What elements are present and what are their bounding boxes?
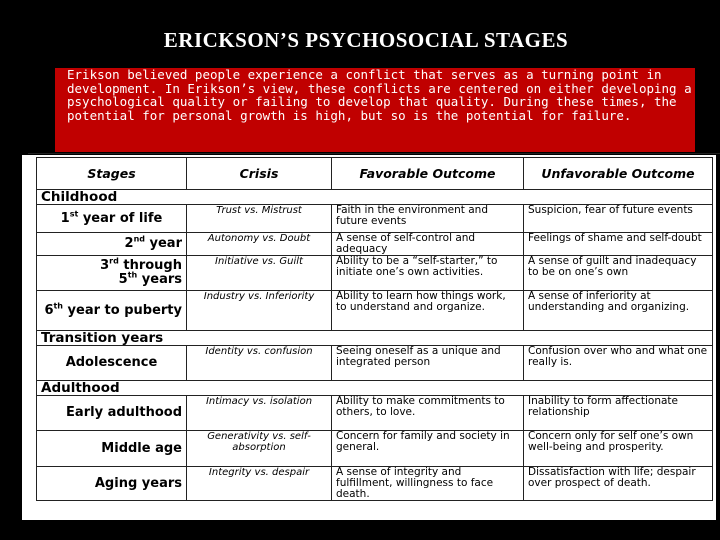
stage-cell: Aging years bbox=[37, 467, 187, 501]
table-row bbox=[37, 205, 713, 233]
unfavorable-outcome-cell: Feelings of shame and self-doubt bbox=[524, 233, 713, 256]
table-row bbox=[37, 256, 713, 291]
group-label-transition: Transition years bbox=[37, 331, 713, 346]
favorable-outcome-cell: Seeing oneself as a unique and integrated person bbox=[332, 346, 524, 381]
crisis-cell: Generativity vs. self-absorption bbox=[187, 431, 332, 467]
favorable-outcome-cell: Faith in the environment and future events bbox=[332, 205, 524, 233]
table-row bbox=[37, 346, 713, 381]
crisis-cell: Initiative vs. Guilt bbox=[187, 256, 332, 291]
unfavorable-outcome-cell: A sense of inferiority at understanding and organizing. bbox=[524, 291, 713, 331]
table-header-row bbox=[37, 158, 713, 190]
crisis-cell: Identity vs. confusion bbox=[187, 346, 332, 381]
crisis-cell: Trust vs. Mistrust bbox=[187, 205, 332, 233]
stage-cell: 2nd year bbox=[37, 233, 187, 256]
favorable-outcome-cell: Ability to learn how things work, to understand and organize. bbox=[332, 291, 524, 331]
unfavorable-outcome-cell: Confusion over who and what one really is. bbox=[524, 346, 713, 381]
unfavorable-outcome-cell: A sense of guilt and inadequacy to be on one’s own bbox=[524, 256, 713, 291]
crisis-cell: Intimacy vs. isolation bbox=[187, 396, 332, 431]
unfavorable-outcome-cell: Inability to form affectionate relationship bbox=[524, 396, 713, 431]
stage-cell: 6th year to puberty bbox=[37, 291, 187, 331]
unfavorable-outcome-cell: Concern only for self one’s own well-being and prosperity. bbox=[524, 431, 713, 467]
favorable-outcome-cell: A sense of self-control and adequacy bbox=[332, 233, 524, 256]
stage-cell: Middle age bbox=[37, 431, 187, 467]
table-row bbox=[37, 467, 713, 501]
group-row-adulthood bbox=[37, 381, 713, 396]
crisis-cell: Autonomy vs. Doubt bbox=[187, 233, 332, 256]
header-crisis: Crisis bbox=[187, 158, 332, 190]
group-label-adulthood: Adulthood bbox=[37, 381, 713, 396]
table-row bbox=[37, 431, 713, 467]
favorable-outcome-cell: Ability to make commitments to others, to love. bbox=[332, 396, 524, 431]
group-row-transition bbox=[37, 331, 713, 346]
stage-cell: Early adulthood bbox=[37, 396, 187, 431]
unfavorable-outcome-cell: Dissatisfaction with life; despair over prospect of death. bbox=[524, 467, 713, 501]
favorable-outcome-cell: Concern for family and society in general. bbox=[332, 431, 524, 467]
group-label-childhood: Childhood bbox=[37, 190, 713, 205]
stage-cell: Adolescence bbox=[37, 346, 187, 381]
header-stages: Stages bbox=[37, 158, 187, 190]
crisis-cell: Integrity vs. despair bbox=[187, 467, 332, 501]
unfavorable-outcome-cell: Suspicion, fear of future events bbox=[524, 205, 713, 233]
table-row bbox=[37, 291, 713, 331]
divider-line bbox=[28, 153, 720, 154]
group-row-childhood bbox=[37, 190, 713, 205]
slide-title: ERICKSON’S PSYCHOSOCIAL STAGES bbox=[163, 28, 569, 52]
stage-cell: 3rd through 5th years bbox=[37, 256, 187, 291]
header-unfavorable-outcome: Unfavorable Outcome bbox=[524, 158, 713, 190]
table-row bbox=[37, 233, 713, 256]
crisis-cell: Industry vs. Inferiority bbox=[187, 291, 332, 331]
favorable-outcome-cell: A sense of integrity and fulfillment, willingness to face death. bbox=[332, 467, 524, 501]
table-row bbox=[37, 396, 713, 431]
intro-text-box bbox=[55, 68, 695, 152]
intro-paragraph: Erikson believed people experience a conflict that serves as a turning point in development. In Erikson’s view, these conflicts are centered on either developing a psychological quality or failing to develop that quality. During these times, the potential for personal growth is high, but so is the potential for failure. bbox=[67, 67, 692, 123]
psychosocial-stages-table bbox=[36, 157, 713, 501]
stage-cell: 1st year of life bbox=[37, 205, 187, 233]
header-favorable-outcome: Favorable Outcome bbox=[332, 158, 524, 190]
favorable-outcome-cell: Ability to be a “self-starter,” to initiate one’s own activities. bbox=[332, 256, 524, 291]
